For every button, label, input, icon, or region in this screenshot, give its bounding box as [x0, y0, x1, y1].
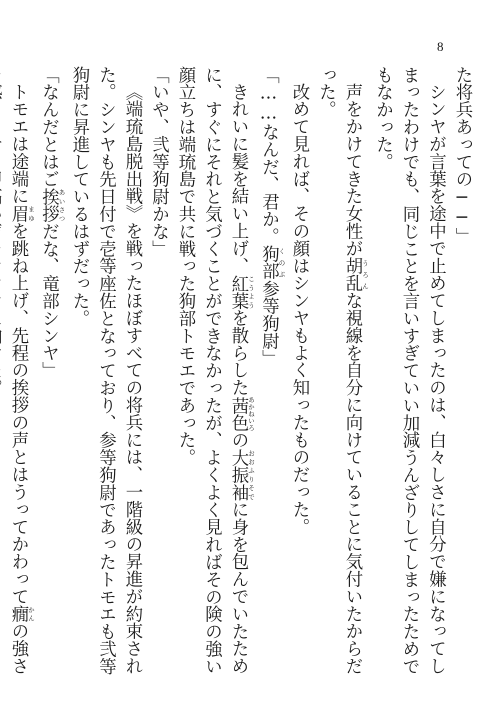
paragraph — [35, 66, 66, 678]
ruby-annotated-word — [8, 205, 35, 223]
ruby-annotated-word — [228, 274, 255, 310]
text-run: の強さ — [8, 622, 28, 676]
paragraph — [145, 66, 172, 678]
ruby-annotated-word — [38, 187, 66, 223]
text-run: の — [228, 431, 248, 449]
text-run: 《端琉島脱出戦》を戦ったほぼすべての将兵には、一階級の昇進が約束された。シンヤも先日付で壱等座佐となっており、参等狗尉であったトモエも弐等狗尉に昇進しているはずだった。 — [69, 66, 142, 675]
ruby-reading: こうよう — [247, 274, 255, 310]
paragraph — [172, 66, 256, 678]
text-run: だな、竜部シンヤ」 — [38, 222, 59, 380]
ruby-base: 茜色 — [228, 396, 248, 432]
text-run: 声をかけてきた女性が — [342, 83, 362, 258]
text-run: 「いや、弐等狗尉かな」 — [148, 66, 169, 258]
text-run: な視線を自分に向けていることに気付いたからだった。 — [315, 66, 362, 676]
text-run: シンヤが言葉を途中で止めてしまったのは、白々しさに自分で嫌になってしまったわけでも、同じことを言いすぎていい加減うんざりしてしまったためでもなかった。 — [372, 66, 446, 675]
paragraph — [369, 66, 449, 678]
ruby-annotated-word — [342, 257, 369, 293]
ruby-base: 胡乱 — [342, 257, 362, 293]
text-run: トモエは途端に — [8, 83, 28, 206]
ruby-reading: くのぶ — [277, 245, 286, 281]
paragraph — [286, 66, 313, 678]
ruby-annotated-word — [228, 448, 255, 502]
text-run: 「なんだとはご — [38, 66, 59, 188]
paragraph — [66, 66, 146, 678]
ruby-annotated-word — [228, 396, 255, 432]
page-number: 8 — [437, 39, 444, 54]
ruby-reading: あいさつ — [57, 187, 66, 223]
ruby-reading: おおふりそで — [247, 448, 255, 502]
text-run: 「……なんだ、君か。 — [258, 66, 279, 246]
ruby-base: 癇 — [8, 605, 28, 623]
novel-body-text — [0, 66, 475, 678]
ruby-base: 紅葉 — [228, 274, 248, 310]
text-run: を散らした — [228, 309, 248, 397]
text-run: きれいに髪を結い上げ、 — [228, 83, 248, 275]
ruby-base: 大振袖 — [228, 448, 248, 502]
paragraph — [0, 66, 35, 678]
ruby-annotated-word — [8, 605, 35, 623]
paragraph — [449, 66, 476, 678]
paragraph — [312, 66, 369, 678]
ruby-reading: あかねいろ — [247, 396, 255, 432]
ruby-base: 眉 — [8, 205, 28, 223]
ruby-reading: かん — [27, 605, 35, 623]
ruby-base: 狗部 — [258, 245, 279, 281]
text-run: 改めて見れば、その顔はシンヤもよく知ったものだった。 — [289, 83, 309, 536]
ruby-base: 挨拶 — [38, 187, 59, 223]
text-run: に身を包んでいたために、すぐにそれと気づくことができなかったが、よくよく見ればその険の強い顔立ちは端琉島で共に戦った狗部トモエであった。 — [175, 66, 248, 676]
paragraph — [255, 66, 286, 678]
text-run: た将兵あっての──」 — [452, 66, 472, 246]
text-run: 参等狗尉」 — [258, 280, 279, 368]
ruby-reading: まゆ — [27, 205, 35, 223]
ruby-annotated-word — [258, 245, 286, 281]
ruby-reading: うろん — [361, 257, 369, 293]
text-run: を跳ね上げ、先程の挨拶の声とはうってかわって — [8, 222, 28, 606]
